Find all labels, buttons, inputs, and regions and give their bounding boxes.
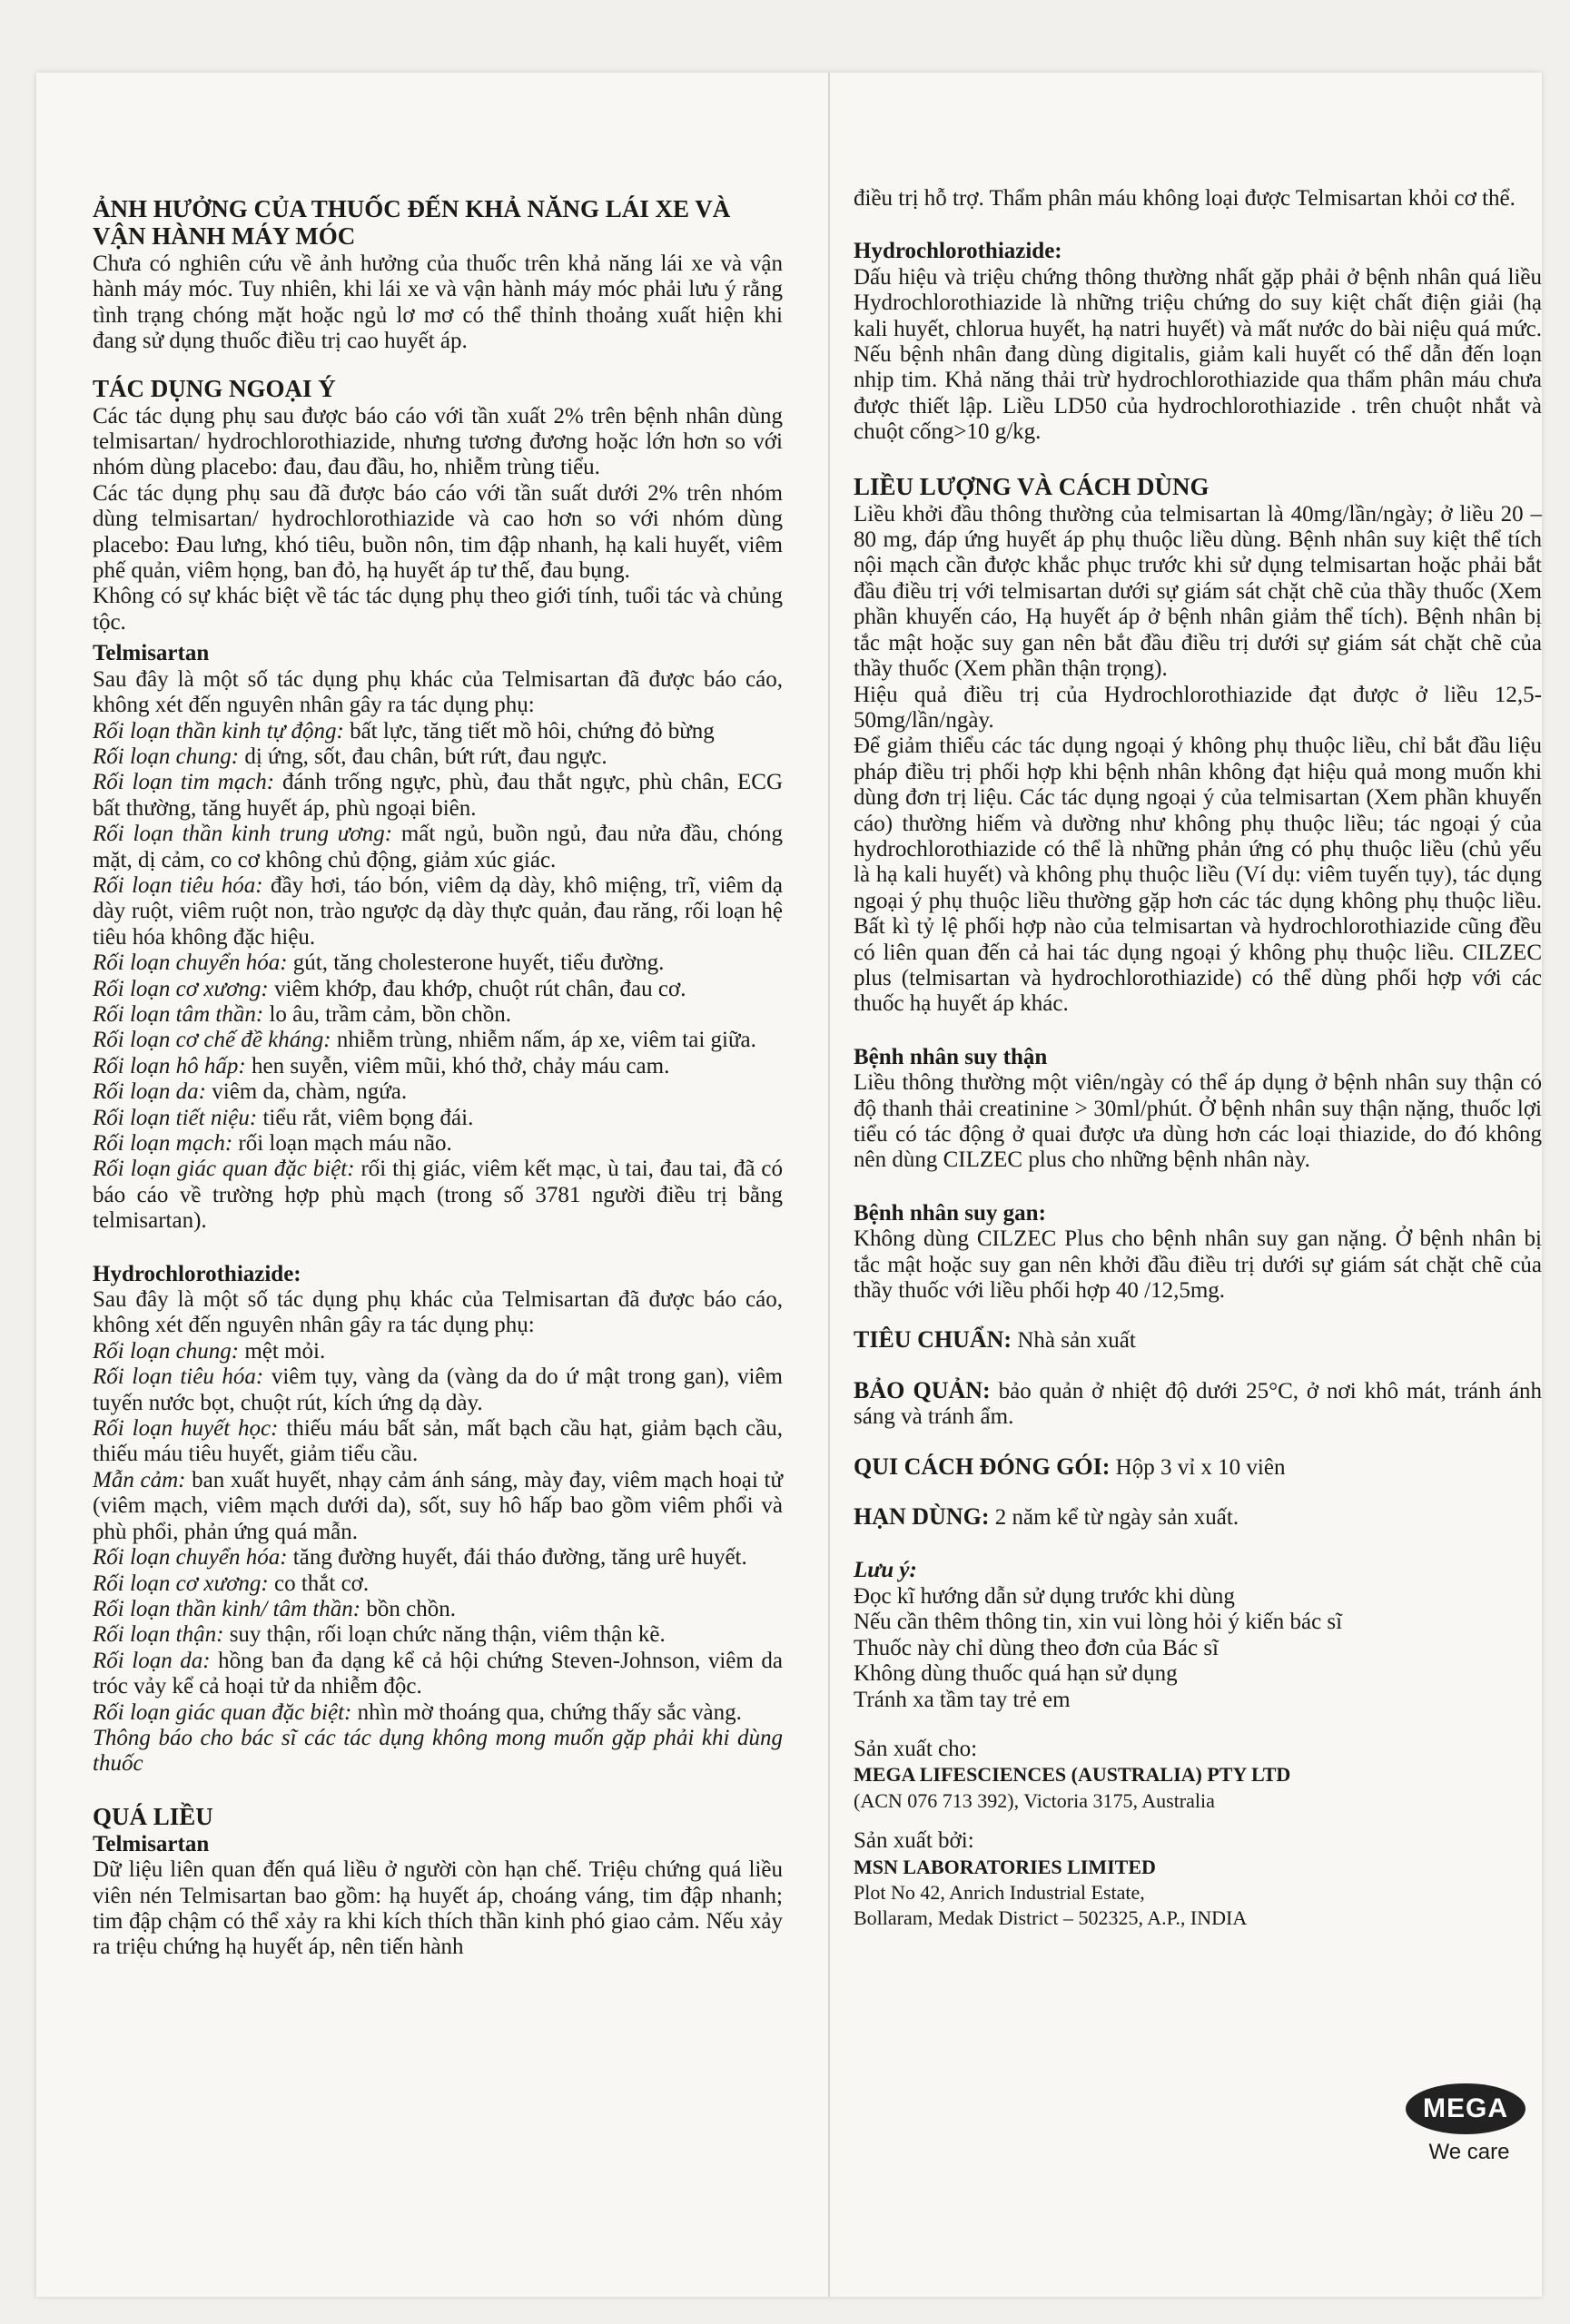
effect-description: suy thận, rối loạn chức năng thận, viêm thận kẽ. <box>223 1622 666 1648</box>
overdose-hctz-text: Dấu hiệu và triệu chứng thông thường nhất gặp phải ở bệnh nhân quá liều Hydrochlorothiazide là những triệu chứng do suy kiệt chất điện giải (hạ kali huyết, chlorua huyết, hạ natri huyết) và mất nước do bài niệu quá mức. Nếu bệnh nhân đang dùng digitalis, giảm kali huyết có thể dẫn đến loạn nhịp tim. Khả năng thải trừ hydrochlorothiazide qua thẩm phân máu chưa được thiết lập. Liều LD50 của hydrochlorothiazide . trên chuột nhắt và chuột cống>10 g/kg. <box>854 264 1542 445</box>
dosage-p2: Hiệu quả điều trị của Hydrochlorothiazide đạt được ở liều 12,5-50mg/lần/ngày. <box>854 682 1542 733</box>
effect-category: Rối loạn thận: <box>93 1622 224 1648</box>
standard-value: Nhà sản xuất <box>1012 1328 1136 1354</box>
made-by-label: Sản xuất bởi: <box>854 1828 974 1854</box>
effect-item <box>93 822 783 873</box>
effect-description: hồng ban đa dạng kể cả hội chứng Steven-Johnson, viêm da tróc vảy kể cả hoại tử da nhiễm độc. <box>93 1648 783 1699</box>
notes-list <box>854 1584 1542 1713</box>
effect-category: Rối loạn da: <box>93 1079 206 1105</box>
note-line: Không dùng thuốc quá hạn sử dụng <box>854 1661 1178 1687</box>
made-by-address-2: Bollaram, Medak District – 502325, A.P., INDIA <box>854 1906 1248 1930</box>
renal-heading: Bệnh nhân suy thận <box>854 1044 1048 1069</box>
fold-line <box>828 73 830 2297</box>
effect-description: thiếu máu bất sản, mất bạch cầu hạt, giảm bạch cầu, thiếu máu tiêu huyết, giảm tiểu cầu. <box>93 1416 783 1467</box>
storage-value: bảo quản ở nhiệt độ dưới 25°C, ở nơi khô mát, tránh ánh sáng và tránh ẩm. <box>854 1378 1542 1430</box>
effect-category: Rối loạn cơ chế đề kháng: <box>93 1028 331 1053</box>
effect-category: Rối loạn hô hấp: <box>93 1053 246 1078</box>
effect-category: Rối loạn tim mạch: <box>93 770 275 795</box>
effect-item <box>93 1571 783 1597</box>
driving-heading: ẢNH HƯỞNG CỦA THUỐC ĐẾN KHẢ NĂNG LÁI XE VÀ VẬN HÀNH MÁY MÓC <box>93 195 731 250</box>
effect-item <box>93 1131 783 1157</box>
effect-category: Rối loạn thần kinh/ tâm thần: <box>93 1596 361 1621</box>
side-effects-heading: TÁC DỤNG NGOẠI Ý <box>93 374 336 402</box>
effect-item <box>93 1700 783 1726</box>
hepatic-heading: Bệnh nhân suy gan: <box>854 1200 1046 1226</box>
effect-description: nhìn mờ thoáng qua, chứng thấy sắc vàng. <box>351 1699 742 1725</box>
effect-description: rối loạn mạch máu não. <box>232 1131 452 1156</box>
effect-category: Rối loạn cơ xương: <box>93 1571 269 1596</box>
renal-text: Liều thông thường một viên/ngày có thể áp dụng ở bệnh nhân suy thận có độ thanh thải creatinine > 30ml/phút. Ở bệnh nhân suy thận nặng, thuốc lợi tiểu có tác động ở quai được ưa dùng hơn các loại thiazide, do đó không nên dùng CILZEC plus cho những bệnh nhân này. <box>854 1070 1542 1173</box>
effect-description: viêm tụy, vàng da (vàng da do ứ mật trong gan), viêm tuyến nước bọt, chuột rút, kích ứng dạ dày. <box>93 1364 783 1415</box>
overdose-hctz-heading: Hydrochlorothiazide: <box>854 239 1062 264</box>
effect-item <box>93 1364 783 1416</box>
telmisartan-effects-list <box>93 719 783 1235</box>
effect-description: ban xuất huyết, nhạy cảm ánh sáng, mày đay, viêm mạch hoại tử (viêm mạch, viêm mạch dưới da), sốt, suy hô hấp bao gồm viêm phổi và phù phổi, phản ứng quá mẫn. <box>93 1467 783 1544</box>
dosage-heading: LIỀU LƯỢNG VÀ CÁCH DÙNG <box>854 472 1210 500</box>
effect-item <box>93 719 783 744</box>
hctz-heading: Hydrochlorothiazide: <box>93 1261 301 1286</box>
packing-label: QUI CÁCH ĐÓNG GÓI: <box>854 1452 1111 1480</box>
storage-label: BẢO QUẢN: <box>854 1376 991 1403</box>
overdose-text: Dữ liệu liên quan đến quá liều ở người còn hạn chế. Triệu chứng quá liều viên nén Telmisartan bao gồm: hạ huyết áp, choáng váng, tim đập nhanh; tim đập chậm có thể xảy ra khi kích thích thần kinh phó giao cảm. Nếu xảy ra triệu chứng hạ huyết áp, nên tiến hành <box>93 1857 783 1960</box>
effect-category: Mẫn cảm: <box>93 1467 186 1492</box>
note-line: Đọc kĩ hướng dẫn sử dụng trước khi dùng <box>854 1583 1235 1609</box>
note-line: Thuốc này chỉ dùng theo đơn của Bác sĩ <box>854 1635 1219 1660</box>
mega-logo-mark: MEGA <box>1406 2083 1526 2134</box>
hctz-effects-list <box>93 1339 783 1726</box>
effect-category: Rối loạn chung: <box>93 1338 240 1364</box>
effect-category: Rối loạn mạch: <box>93 1131 233 1156</box>
effect-item <box>93 1028 783 1053</box>
note-line: Nếu cần thêm thông tin, xin vui lòng hỏi ý kiến bác sĩ <box>854 1610 1343 1635</box>
shelf-life-label: HẠN DÙNG: <box>854 1503 990 1531</box>
made-for-label: Sản xuất cho: <box>854 1736 978 1761</box>
effect-description: viêm khớp, đau khớp, chuột rút chân, đau cơ. <box>268 976 686 1001</box>
side-effects-p3: Không có sự khác biệt về tác tác dụng phụ theo giới tính, tuổi tác và chủng tộc. <box>93 584 783 635</box>
dosage-p3: Để giảm thiểu các tác dụng ngoại ý không phụ thuộc liều, chỉ bắt đầu liệu pháp điều trị phối hợp khi bệnh nhân không đạt hiệu quả mong muốn khi dùng đơn trị liệu. Các tác dụng ngoại ý của telmisartan (Xem phần khuyến cáo) thường hiếm và dường như không phụ thuộc liều; tác ngoại ý của hydrochlorothiazide có thể là những phản ứng có phụ thuộc liều (chủ yếu là hạ kali huyết) và không phụ thuộc liều (Ví dụ: viêm tuyến tụy), tác dụng ngoại ý phụ thuộc liều thường gặp hơn các tác dụng không phụ thuộc liều. Bất kì tỷ lệ phối hợp nào của telmisartan và hydrochlorothiazide cũng đều có liên quan đến cả hai tác dụng ngoại ý không phụ thuộc liều. CILZEC plus (telmisartan và hydrochlorothiazide) có thể dùng phối hợp với các thuốc hạ huyết áp khác. <box>854 734 1542 1017</box>
effect-category: Rối loạn tiêu hóa: <box>93 872 263 898</box>
effect-category: Rối loạn da: <box>93 1648 211 1673</box>
effect-category: Rối loạn chuyển hóa: <box>93 950 288 976</box>
effect-item <box>93 1622 783 1648</box>
effect-description: gút, tăng cholesterone huyết, tiểu đường. <box>287 950 665 976</box>
effect-item <box>93 1054 783 1079</box>
effect-description: bất lực, tăng tiết mồ hôi, chứng đỏ bừng <box>343 718 715 743</box>
effect-category: Rối loạn giác quan đặc biệt: <box>93 1157 355 1182</box>
effect-category: Rối loạn tâm thần: <box>93 1001 264 1027</box>
effect-item <box>93 1416 783 1468</box>
effect-item <box>93 744 783 770</box>
leaflet-page <box>36 73 1542 2297</box>
right-column <box>854 186 1542 1932</box>
storage-line <box>854 1378 1542 1431</box>
effect-description: mệt mỏi. <box>239 1338 326 1364</box>
effect-item <box>93 770 783 822</box>
hepatic-text: Không dùng CILZEC Plus cho bệnh nhân suy gan nặng. Ở bệnh nhân bị tắc mật hoặc suy gan nên khởi đầu điều trị dưới sự giám sát chặt chẽ của thầy thuốc với liều phối hợp 40 /12,5mg. <box>854 1226 1542 1304</box>
effect-description: dị ứng, sốt, đau chân, bứt rứt, đau ngực. <box>239 743 607 769</box>
effect-category: Rối loạn cơ xương: <box>93 976 269 1001</box>
made-for-address: (ACN 076 713 392), Victoria 3175, Australia <box>854 1788 1215 1812</box>
effect-item <box>93 1468 783 1545</box>
overdose-continued: điều trị hỗ trợ. Thẩm phân máu không loại được Telmisartan khỏi cơ thể. <box>854 186 1516 211</box>
effect-item <box>93 950 783 976</box>
side-effects-p1: Các tác dụng phụ sau được báo cáo với tần xuất 2% trên bệnh nhân dùng telmisartan/ hydrochlorothiazide, nhưng tương đương hoặc lớn hơn so với nhóm dùng placebo: đau, đau đầu, ho, nhiễm trùng tiểu. <box>93 403 783 480</box>
effect-item <box>93 977 783 1002</box>
side-effects-p2: Các tác dụng phụ sau đã được báo cáo với tần suất dưới 2% trên nhóm dùng telmisartan/ hydrochlorothiazide và cao hơn so với nhóm dùng placebo: Đau lưng, khó tiêu, buồn nôn, tim đập nhanh, hạ kali huyết, viêm phế quản, viêm họng, ban đỏ, hạ huyết áp tư thế, đau bụng. <box>93 480 783 584</box>
effect-description: co thắt cơ. <box>268 1571 370 1596</box>
telmisartan-intro: Sau đây là một số tác dụng phụ khác của Telmisartan đã được báo cáo, không xét đến nguyên nhân gây ra tác dụng phụ: <box>93 666 783 718</box>
effect-description: mất ngủ, buồn ngủ, đau nửa đầu, chóng mặt, dị cảm, co cơ không chủ động, giảm xúc giác. <box>93 822 783 872</box>
doctor-note: Thông báo cho bác sĩ các tác dụng không mong muốn gặp phải khi dùng thuốc <box>93 1725 783 1777</box>
made-by-company: MSN LABORATORIES LIMITED <box>854 1855 1156 1878</box>
effect-item <box>93 1545 783 1571</box>
left-column <box>93 195 783 1961</box>
effect-item <box>93 873 783 950</box>
driving-text: Chưa có nghiên cứu về ảnh hưởng của thuốc trên khả năng lái xe và vận hành máy móc. Tuy nhiên, khi lái xe và vận hành máy móc phải lưu ý rằng tình trạng chóng mặt hoặc ngủ lơ mơ có thể thỉnh thoảng xuất hiện khi đang sử dụng thuốc điều trị cao huyết áp. <box>93 251 783 354</box>
effect-description: nhiễm trùng, nhiễm nấm, áp xe, viêm tai giữa. <box>331 1028 756 1053</box>
shelf-life-value: 2 năm kể từ ngày sản xuất. <box>989 1505 1239 1531</box>
packing-line <box>854 1454 1542 1481</box>
effect-category: Rối loạn thần kinh trung ương: <box>93 822 393 847</box>
effect-description: bồn chồn. <box>360 1596 456 1621</box>
hctz-intro: Sau đây là một số tác dụng phụ khác của Telmisartan đã được báo cáo, không xét đến nguyên nhân gây ra tác dụng phụ: <box>93 1287 783 1338</box>
effect-category: Rối loạn giác quan đặc biệt: <box>93 1699 352 1725</box>
effect-description: đánh trống ngực, phù, đau thắt ngực, phù chân, ECG bất thường, tăng huyết áp, phù ngoại biên. <box>93 770 783 821</box>
made-by-address-1: Plot No 42, Anrich Industrial Estate, <box>854 1880 1145 1904</box>
effect-category: Rối loạn thần kinh tự động: <box>93 718 344 743</box>
effect-item <box>93 1106 783 1131</box>
notes-heading: Lưu ý: <box>854 1558 917 1583</box>
effect-item <box>93 1157 783 1234</box>
telmisartan-heading: Telmisartan <box>93 641 210 666</box>
effect-description: lo âu, trầm cảm, bồn chồn. <box>263 1001 512 1027</box>
effect-category: Rối loạn chung: <box>93 743 240 769</box>
made-for-company: MEGA LIFESCIENCES (AUSTRALIA) PTY LTD <box>854 1763 1291 1787</box>
effect-item <box>93 1597 783 1622</box>
mega-logo <box>1406 2083 1533 2165</box>
note-line: Tránh xa tầm tay trẻ em <box>854 1687 1071 1712</box>
effect-item <box>93 1649 783 1700</box>
effect-description: đầy hơi, táo bón, viêm dạ dày, khô miệng, trĩ, viêm dạ dày ruột, viêm ruột non, trào ngược dạ dày thực quản, đau răng, rối loạn hệ tiêu hóa không đặc hiệu. <box>93 872 783 950</box>
effect-category: Rối loạn huyết học: <box>93 1416 279 1442</box>
effect-category: Rối loạn chuyển hóa: <box>93 1545 288 1571</box>
effect-description: hen suyễn, viêm mũi, khó thở, chảy máu cam. <box>245 1053 670 1078</box>
standard-line <box>854 1327 1542 1354</box>
standard-label: TIÊU CHUẨN: <box>854 1326 1012 1354</box>
packing-value: Hộp 3 vỉ x 10 viên <box>1110 1454 1286 1480</box>
effect-item <box>93 1079 783 1105</box>
overdose-heading: QUÁ LIỀU <box>93 1802 213 1830</box>
effect-item <box>93 1339 783 1364</box>
effect-description: tăng đường huyết, đái tháo đường, tăng urê huyết. <box>287 1545 747 1571</box>
shelf-life-line <box>854 1504 1542 1531</box>
overdose-telmisartan-heading: Telmisartan <box>93 1831 210 1856</box>
effect-description: viêm da, chàm, ngứa. <box>206 1079 408 1105</box>
effect-category: Rối loạn tiêu hóa: <box>93 1364 264 1390</box>
effect-category: Rối loạn tiết niệu: <box>93 1105 258 1130</box>
mega-logo-tagline: We care <box>1428 2140 1510 2164</box>
effect-item <box>93 1002 783 1028</box>
effect-description: rối thị giác, viêm kết mạc, ù tai, đau tai, đã có báo cáo về trường hợp phù mạch (trong số 3781 người điều trị bằng telmisartan). <box>93 1157 783 1234</box>
dosage-p1: Liều khởi đầu thông thường của telmisartan là 40mg/lần/ngày; ở liều 20 – 80 mg, đáp ứng huyết áp phụ thuộc liều dùng. Bệnh nhân suy kiệt thể tích nội mạch cần được khắc phục trước khi sử dụng telmisartan hoặc phải bắt đầu điều trị với telmisartan dưới sự giám sát chặt chẽ của thầy thuốc (Xem phần khuyến cáo, Hạ huyết áp ở bệnh nhân giảm thể tích). Bệnh nhân bị tắc mật hoặc suy gan nên bắt đầu điều trị dưới sự giám sát chặt chẽ của thầy thuốc (Xem phần thận trọng). <box>854 501 1542 682</box>
effect-description: tiểu rắt, viêm bọng đái. <box>257 1105 474 1130</box>
